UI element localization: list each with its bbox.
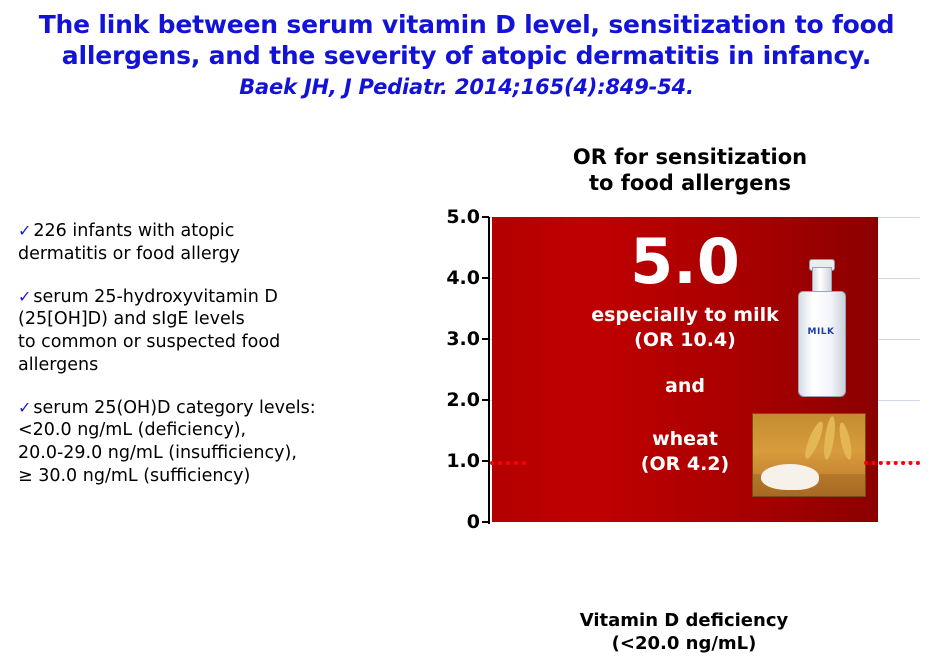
- slide-title-block: [0, 0, 933, 102]
- milk-bottle-image: [788, 257, 854, 397]
- y-axis-tick: [482, 399, 489, 401]
- x-axis-category-label: [488, 609, 880, 656]
- flour-pile: [761, 464, 819, 490]
- list-item: [18, 286, 408, 377]
- annotation-line: especially to milk: [591, 304, 779, 326]
- y-tick-label: 4.0: [446, 267, 480, 289]
- wheat-image: [752, 413, 866, 497]
- bullet-line: 20.0-29.0 ng/mL (insufficiency),: [18, 443, 297, 463]
- x-label-line: Vitamin D deficiency: [579, 610, 789, 631]
- checkmark-icon: ✓: [18, 397, 32, 417]
- bar-value-label: 5.0: [630, 225, 740, 298]
- plot-area: [430, 206, 920, 655]
- bar-vitamin-d-deficiency: [492, 217, 878, 522]
- bullet-line: <20.0 ng/mL (deficiency),: [18, 420, 247, 441]
- bullet-line: allergens: [18, 354, 99, 375]
- annotation-line: (OR 4.2): [640, 452, 730, 475]
- y-tick-label: 2.0: [446, 389, 480, 411]
- bullet-line: serum 25(OH)D category levels:: [33, 397, 316, 418]
- y-axis-tick: [482, 216, 489, 218]
- x-label-line: (<20.0 ng/mL): [611, 633, 757, 655]
- y-axis-labels: [430, 206, 486, 533]
- milk-bottle-label: MILK: [807, 327, 835, 337]
- bullet-line: 226 infants with atopic: [33, 221, 235, 241]
- milk-bottle-body: [798, 291, 846, 397]
- bullet-line: ≥ 30.0 ng/mL (sufficiency): [18, 465, 251, 486]
- reference-line-right: [864, 461, 920, 465]
- chart-container: [430, 145, 920, 655]
- list-item: [18, 397, 408, 488]
- reference-line-left: [490, 461, 526, 465]
- checkmark-icon: ✓: [18, 221, 32, 240]
- y-tick-label: 1.0: [446, 450, 480, 472]
- list-item: [18, 220, 408, 266]
- bullet-list: [18, 220, 408, 508]
- bullet-line: (25[OH]D) and sIgE levels: [18, 309, 245, 330]
- wheat-stalk: [822, 416, 837, 461]
- annotation-line: wheat: [652, 428, 718, 450]
- bar-annotation-and: and: [665, 375, 705, 397]
- annotation-line: (OR 10.4): [634, 328, 736, 351]
- wheat-stalk: [837, 421, 854, 460]
- title-text: The link between serum vitamin D level, sensitization to food allergens, and the severity of atopic dermatitis in infancy.: [38, 10, 895, 70]
- y-axis-line: [488, 217, 490, 522]
- y-tick-label: 0: [466, 511, 480, 533]
- chart-title-line: OR for sensitization: [572, 145, 808, 169]
- bullet-line: dermatitis or food allergy: [18, 243, 240, 264]
- chart-title-line: to food allergens: [588, 170, 791, 195]
- y-axis-tick: [482, 277, 489, 279]
- y-axis-tick: [482, 338, 489, 340]
- title-citation: Baek JH, J Pediatr. 2014;165(4):849-54.: [239, 75, 694, 99]
- x-axis-line: [488, 522, 490, 524]
- y-tick-label: 3.0: [446, 328, 480, 350]
- bullet-line: serum 25-hydroxyvitamin D: [33, 286, 278, 307]
- page-title: [0, 10, 933, 102]
- y-axis-tick: [482, 460, 489, 462]
- checkmark-icon: ✓: [18, 286, 32, 306]
- wheat-stalk: [802, 420, 826, 461]
- y-tick-label: 5.0: [446, 206, 480, 228]
- chart-title: [460, 145, 920, 196]
- bullet-line: to common or suspected food: [18, 332, 281, 352]
